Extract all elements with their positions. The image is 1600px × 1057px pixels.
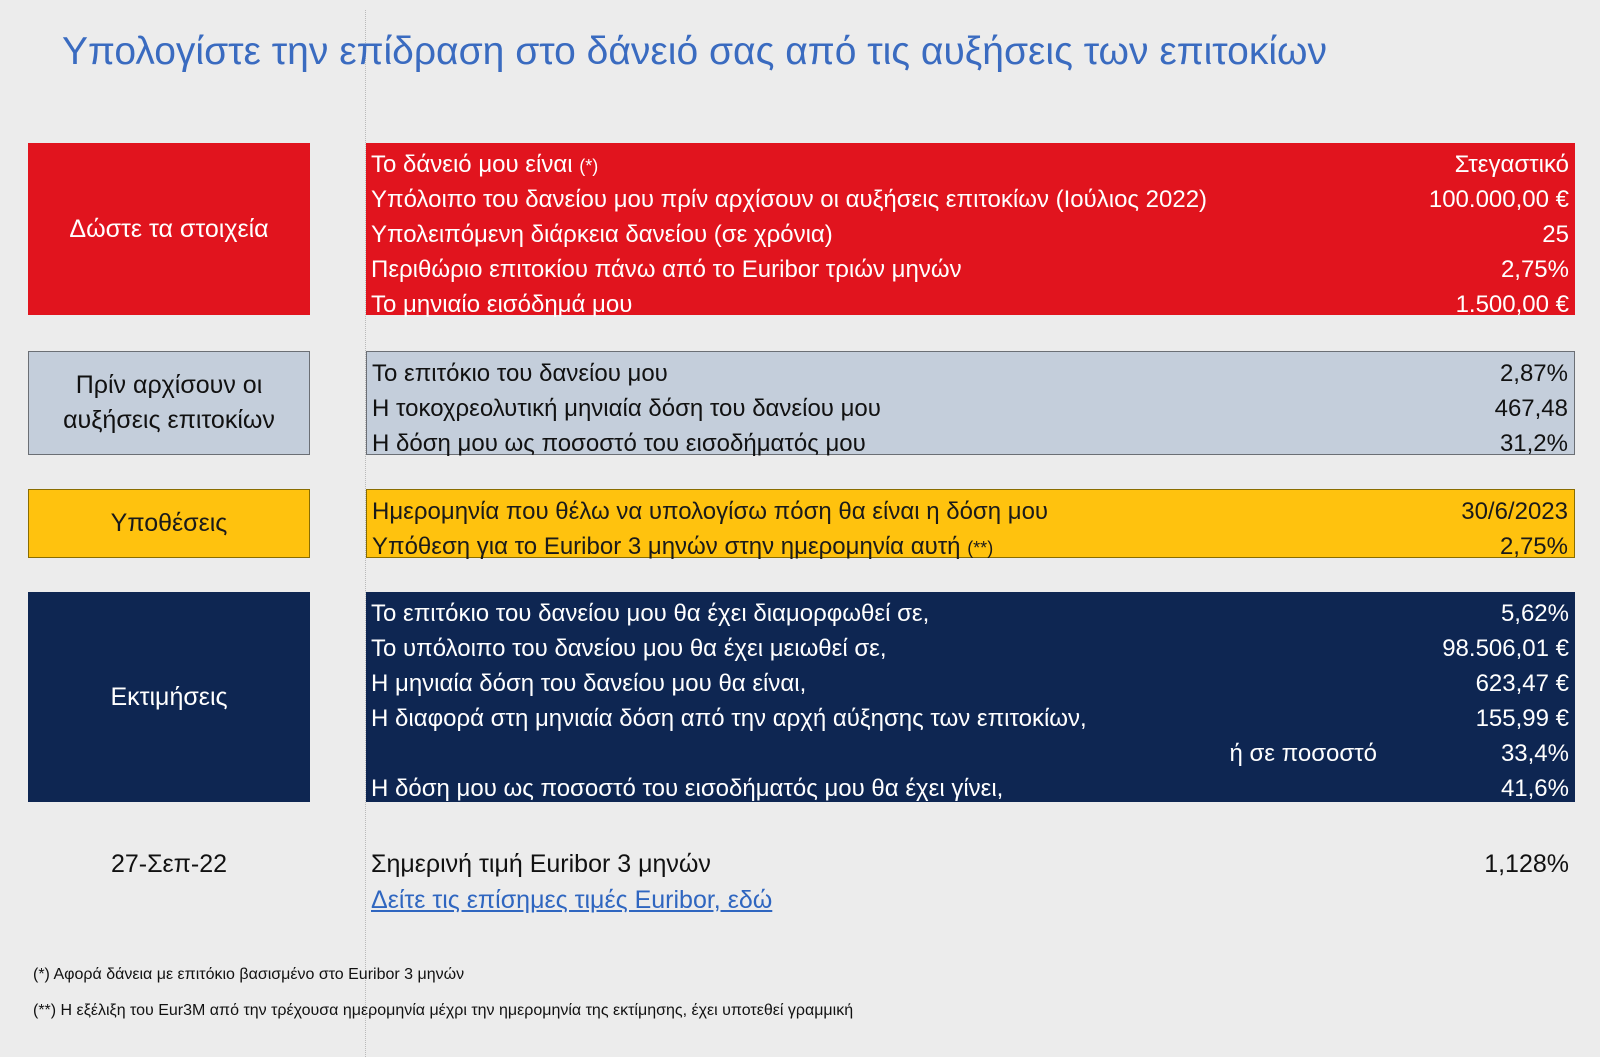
row-label: Υπόλοιπο του δανείου μου πρίν αρχίσουν οι αυξήσεις επιτοκίων (Ιούλιος 2022) <box>371 185 1208 213</box>
estimates-section <box>366 592 1575 802</box>
estimate-row-balance <box>371 631 1569 666</box>
duration-value[interactable]: 25 <box>1542 220 1569 248</box>
income-value[interactable]: 1.500,00 € <box>1455 290 1569 318</box>
inputs-label-text: Δώστε τα στοιχεία <box>69 214 269 243</box>
before-installment-value: 467,48 <box>1494 394 1568 422</box>
estimated-income-share-value: 41,6% <box>1500 774 1569 802</box>
footnote-marker: (*) <box>579 155 599 176</box>
estimates-label-text: Εκτιμήσεις <box>110 682 228 711</box>
estimated-balance-value: 98.506,01 € <box>1442 634 1569 662</box>
margin-value[interactable]: 2,75% <box>1500 255 1569 283</box>
assumption-row-euribor <box>372 529 1568 564</box>
loan-type-value[interactable]: Στεγαστικό <box>1454 150 1569 178</box>
row-label: Το υπόλοιπο του δανείου μου θα έχει μειωθεί σε, <box>371 634 887 662</box>
assumed-euribor-value[interactable]: 2,75% <box>1499 532 1568 560</box>
current-euribor-row <box>371 850 1569 879</box>
input-row-duration <box>371 217 1569 252</box>
inputs-section <box>366 143 1575 318</box>
installment-difference-value: 155,99 € <box>1475 704 1569 732</box>
row-label: Το επιτόκιο του δανείου μου <box>372 359 668 387</box>
current-euribor-label: Σημερινή τιμή Euribor 3 μηνών <box>371 850 711 878</box>
before-row-income-share <box>372 426 1568 461</box>
current-date: 27-Σεπ-22 <box>110 850 228 878</box>
before-income-share-value: 31,2% <box>1499 429 1568 457</box>
before-section-label <box>28 351 310 455</box>
estimated-rate-value: 5,62% <box>1500 599 1569 627</box>
estimate-row-difference-percent <box>371 736 1569 771</box>
balance-value[interactable]: 100.000,00 € <box>1428 185 1569 213</box>
difference-percent-value: 33,4% <box>1500 739 1569 767</box>
row-label: Το επιτόκιο του δανείου μου θα έχει διαμορφωθεί σε, <box>371 599 930 627</box>
row-label: Η δόση μου ως ποσοστό του εισοδήματός μου θα έχει γίνει, <box>371 774 1004 802</box>
assumptions-section-label <box>28 489 310 558</box>
official-euribor-link[interactable]: Δείτε τις επίσημες τιμές Euribor, εδώ <box>371 886 773 914</box>
page-title: Υπολογίστε την επίδραση στο δάνειό σας από τις αυξήσεις των επιτοκίων <box>62 30 1327 73</box>
before-label-text: Πρίν αρχίσουν οι αυξήσεις επιτοκίων <box>63 371 275 434</box>
row-label: Η δόση μου ως ποσοστό του εισοδήματός μου <box>372 429 866 457</box>
estimate-row-installment <box>371 666 1569 701</box>
input-row-margin <box>371 252 1569 287</box>
row-label: Το μηνιαίο εισόδημά μου <box>371 290 633 318</box>
before-rate-value: 2,87% <box>1499 359 1568 387</box>
footnote-marker: (**) <box>967 537 994 558</box>
estimated-installment-value: 623,47 € <box>1475 669 1569 697</box>
estimates-section-label <box>28 592 310 802</box>
row-label: ή σε ποσοστό <box>1229 739 1377 767</box>
before-section <box>366 351 1575 455</box>
row-label: Ημερομηνία που θέλω να υπολογίσω πόση θα είναι η δόση μου <box>372 497 1049 525</box>
input-row-loan-type <box>371 147 1569 182</box>
row-label: Η τοκοχρεολυτική μηνιαία δόση του δανείου μου <box>372 394 881 422</box>
row-label: Η διαφορά στη μηνιαία δόση από την αρχή αύξησης των επιτοκίων, <box>371 704 1087 732</box>
input-row-income <box>371 287 1569 322</box>
assumptions-label-text: Υποθέσεις <box>110 509 228 537</box>
row-label: Υπολειπόμενη διάρκεια δανείου (σε χρόνια) <box>371 220 833 248</box>
input-row-balance <box>371 182 1569 217</box>
target-date-value[interactable]: 30/6/2023 <box>1461 497 1568 525</box>
row-label: Περιθώριο επιτοκίου πάνω από το Euribor τριών μηνών <box>371 255 962 283</box>
footnote-2: (**) Η εξέλιξη του Eur3M από την τρέχουσα ημερομηνία μέχρι την ημερομηνία της εκτίμησης, έχει υποτεθεί γραμμική <box>33 1002 854 1019</box>
inputs-section-label <box>28 143 310 315</box>
assumptions-section <box>366 489 1575 558</box>
footnote-1: (*) Αφορά δάνεια με επιτόκιο βασισμένο στο Euribor 3 μηνών <box>33 966 465 983</box>
estimate-row-difference <box>371 701 1569 736</box>
row-label: Το δάνειό μου είναι <box>371 150 573 178</box>
row-label: Υπόθεση για το Euribor 3 μηνών στην ημερομηνία αυτή <box>372 532 961 560</box>
row-label: Η μηνιαία δόση του δανείου μου θα είναι, <box>371 669 807 697</box>
assumption-row-date <box>372 494 1568 529</box>
current-euribor-value: 1,128% <box>1484 850 1569 878</box>
estimate-row-income-share <box>371 771 1569 806</box>
before-row-rate <box>372 356 1568 391</box>
estimate-row-rate <box>371 596 1569 631</box>
before-row-installment <box>372 391 1568 426</box>
